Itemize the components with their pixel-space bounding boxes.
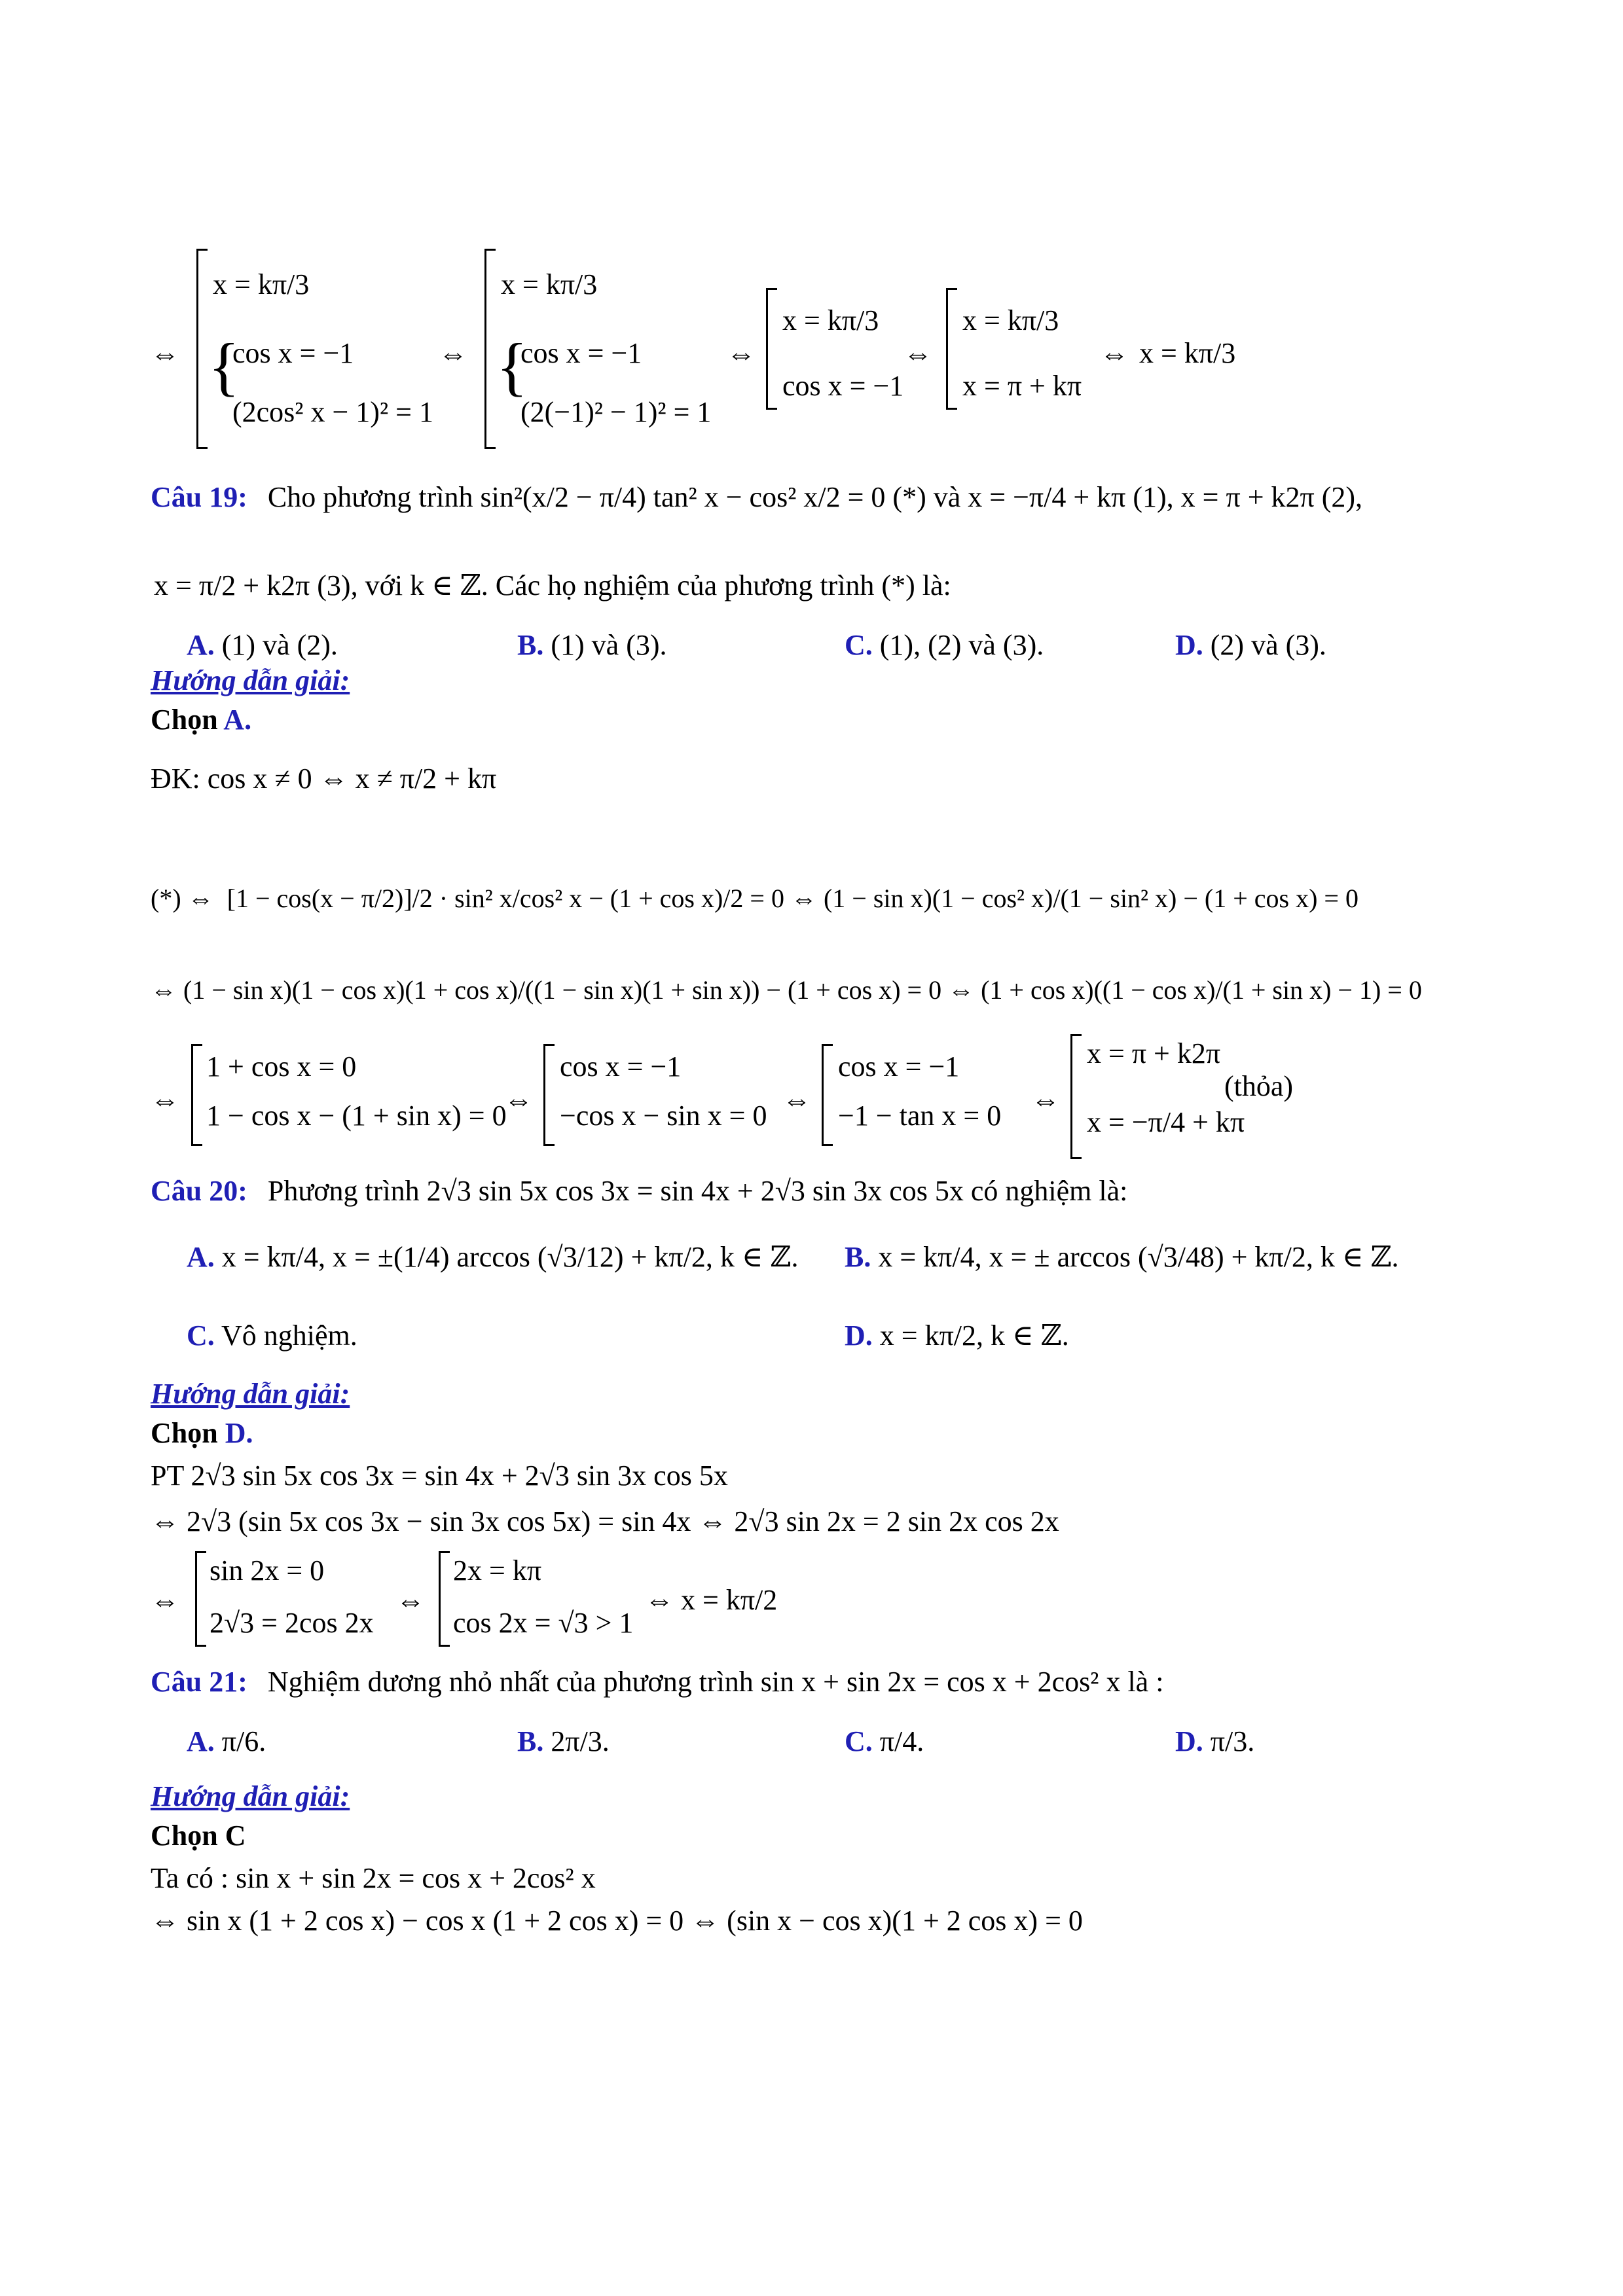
q21-choose: Chọn C [151, 1820, 246, 1852]
option-text: π/3. [1210, 1725, 1255, 1757]
equiv-symbol: ⇔ [903, 338, 932, 370]
case-line: cos x = −1 [838, 1050, 960, 1083]
bracket [484, 249, 496, 449]
choose-prefix: Chọn [151, 1417, 218, 1449]
option-letter: B. [517, 1725, 544, 1757]
option-letter: D. [845, 1319, 873, 1352]
q19-condition: ĐK: cos x ≠ 0 ⇔ x ≠ π/2 + kπ [151, 762, 497, 795]
option-text: (1) và (3). [551, 629, 667, 661]
bracket [822, 1044, 833, 1146]
q19-step1 [151, 884, 1359, 914]
case-line: x = −π/4 + kπ [1087, 1106, 1245, 1138]
q20-option-a[interactable] [187, 1240, 799, 1274]
choose-letter: A. [223, 704, 252, 736]
sys2-line1: x = kπ/3 [501, 268, 598, 300]
option-letter: A. [187, 629, 215, 661]
bracket [439, 1551, 450, 1647]
bracket [946, 288, 957, 410]
option-letter: C. [187, 1319, 215, 1352]
option-text: x = kπ/2, k ∈ ℤ. [879, 1319, 1069, 1352]
top-result: x = kπ/3 [1139, 337, 1236, 369]
q21-step2: ⇔ sin x (1 + 2 cos x) − cos x (1 + 2 cos x) = 0 ⇔ (sin x − cos x)(1 + 2 cos x) = 0 [151, 1905, 1083, 1937]
case-line: cos x = −1 [560, 1050, 682, 1083]
sys3-line2: cos x = −1 [782, 370, 904, 402]
sys4-line2: x = π + kπ [962, 370, 1082, 402]
q20-guide-heading: Hướng dẫn giải: [151, 1378, 350, 1410]
q20-step2 [151, 1551, 1002, 1656]
equiv-symbol: ⇔ [504, 1084, 533, 1116]
choose-prefix: Chọn [151, 704, 218, 736]
brace: { [208, 330, 240, 403]
case-line: sin 2x = 0 [210, 1554, 325, 1587]
q20-choose [151, 1417, 253, 1450]
option-text: (1), (2) và (3). [879, 629, 1044, 661]
option-letter: C. [845, 1725, 873, 1757]
q21-guide-heading: Hướng dẫn giải: [151, 1780, 350, 1812]
bracket [543, 1044, 555, 1146]
equiv-symbol: ⇔ [396, 1585, 425, 1617]
q19-option-c[interactable] [845, 628, 1044, 662]
q21-option-a[interactable] [187, 1725, 266, 1758]
sys1-line3: (2cos² x − 1)² = 1 [232, 396, 433, 428]
case-line: 1 + cos x = 0 [206, 1050, 357, 1083]
option-text: 2π/3. [551, 1725, 610, 1757]
case-line: 2√3 = 2cos 2x [210, 1607, 374, 1639]
q20-label: Câu 20: [151, 1175, 247, 1207]
case-line: 1 − cos x − (1 + sin x) = 0 [206, 1100, 507, 1132]
q20-option-c[interactable] [187, 1319, 357, 1352]
q20-step1: ⇔ 2√3 (sin 5x cos 3x − sin 3x cos 5x) = sin 4x ⇔ 2√3 sin 2x = 2 sin 2x cos 2x [151, 1505, 1059, 1537]
option-text: Vô nghiệm. [221, 1319, 357, 1352]
option-text: x = kπ/4, x = ±(1/4) arccos (√3/12) + kπ/2, k ∈ ℤ. [221, 1241, 799, 1273]
step-lhs: (*) ⇔ [151, 884, 214, 913]
step-text: [1 − cos(x − π/2)]/2 · sin² x/cos² x − (1 + cos x)/2 = 0 ⇔ (1 − sin x)(1 − cos² x)/(1 − sin² x) − (1 + cos x) = 0 [227, 884, 1359, 913]
case-line: 2x = kπ [453, 1554, 542, 1587]
q19-stem-line2: x = π/2 + k2π (3), với k ∈ ℤ. Các họ nghiệm của phương trình (*) là: [154, 569, 951, 601]
q19-option-d[interactable] [1175, 628, 1326, 662]
q19-stem-text: Cho phương trình sin²(x/2 − π/4) tan² x − cos² x/2 = 0 (*) và x = −π/4 + kπ (1), x = π + k2π (2), [267, 481, 1363, 513]
option-letter: A. [187, 1241, 215, 1273]
sys2-line2: cos x = −1 [520, 337, 642, 369]
case-line: −1 − tan x = 0 [838, 1100, 1002, 1132]
option-letter: C. [845, 629, 873, 661]
step-result: ⇔ x = kπ/2 [645, 1584, 778, 1616]
q19-guide-heading: Hướng dẫn giải: [151, 664, 350, 696]
q19-choose [151, 704, 251, 737]
sys1-line2: cos x = −1 [232, 337, 354, 369]
q19-step3 [151, 1034, 1329, 1165]
sys3-line1: x = kπ/3 [782, 304, 879, 336]
equiv-symbol: ⇔ [1031, 1084, 1060, 1116]
q20-stem-text: Phương trình 2√3 sin 5x cos 3x = sin 4x + 2√3 sin 3x cos 5x có nghiệm là: [267, 1175, 1128, 1207]
q20-option-b[interactable] [845, 1240, 1399, 1274]
q19-option-a[interactable] [187, 628, 338, 662]
option-letter: B. [845, 1241, 871, 1273]
equiv-symbol: ⇔ [727, 338, 756, 370]
option-letter: A. [187, 1725, 215, 1757]
q21-option-d[interactable] [1175, 1725, 1254, 1758]
equiv-symbol: ⇔ [439, 338, 467, 370]
equiv-symbol: ⇔ [782, 1084, 811, 1116]
option-text: (2) và (3). [1210, 629, 1326, 661]
q21-stem-text: Nghiệm dương nhỏ nhất của phương trình sin x + sin 2x = cos x + 2cos² x là : [267, 1666, 1164, 1698]
bracket [196, 249, 208, 449]
sys1-line1: x = kπ/3 [213, 268, 310, 300]
q21-stem [151, 1666, 1163, 1699]
q19-step2: ⇔ (1 − sin x)(1 − cos x)(1 + cos x)/((1 − sin x)(1 + sin x)) − (1 + cos x) = 0 ⇔ (1 + cos x)((1 − cos x)/(1 + sin x) − 1) = 0 [151, 975, 1422, 1005]
bracket [191, 1044, 202, 1146]
option-text: π/4. [879, 1725, 924, 1757]
q20-option-d[interactable] [845, 1319, 1069, 1352]
option-text: (1) và (2). [221, 629, 338, 661]
q21-label: Câu 21: [151, 1666, 247, 1698]
q21-option-c[interactable] [845, 1725, 924, 1758]
satisfied-note: (thỏa) [1224, 1070, 1294, 1102]
q21-step1: Ta có : sin x + sin 2x = cos x + 2cos² x [151, 1862, 596, 1894]
option-text: π/6. [221, 1725, 266, 1757]
equiv-symbol: ⇔ [151, 338, 179, 370]
q19-label: Câu 19: [151, 481, 247, 513]
bracket [1070, 1034, 1082, 1159]
case-line: cos 2x = √3 > 1 [453, 1607, 634, 1639]
top-derivation [151, 249, 1264, 458]
brace: { [496, 330, 528, 403]
equiv-symbol: ⇔ [151, 1585, 179, 1617]
q19-option-b[interactable] [517, 628, 667, 662]
case-line: −cos x − sin x = 0 [560, 1100, 767, 1132]
option-letter: D. [1175, 629, 1203, 661]
q20-pt: PT 2√3 sin 5x cos 3x = sin 4x + 2√3 sin 3x cos 5x [151, 1460, 728, 1492]
bracket [195, 1551, 206, 1647]
option-letter: D. [1175, 1725, 1203, 1757]
equiv-symbol: ⇔ [1100, 338, 1129, 370]
choose-letter: D. [225, 1417, 253, 1449]
bracket [766, 288, 777, 410]
option-letter: B. [517, 629, 544, 661]
q21-option-b[interactable] [517, 1725, 610, 1758]
q20-stem [151, 1175, 1127, 1208]
case-line: x = π + k2π [1087, 1037, 1221, 1069]
option-text: x = kπ/4, x = ± arccos (√3/48) + kπ/2, k ∈ ℤ. [878, 1241, 1399, 1273]
equiv-symbol: ⇔ [151, 1084, 179, 1116]
q19-stem [151, 481, 1362, 514]
sys2-line3: (2(−1)² − 1)² = 1 [520, 396, 712, 428]
sys4-line1: x = kπ/3 [962, 304, 1059, 336]
